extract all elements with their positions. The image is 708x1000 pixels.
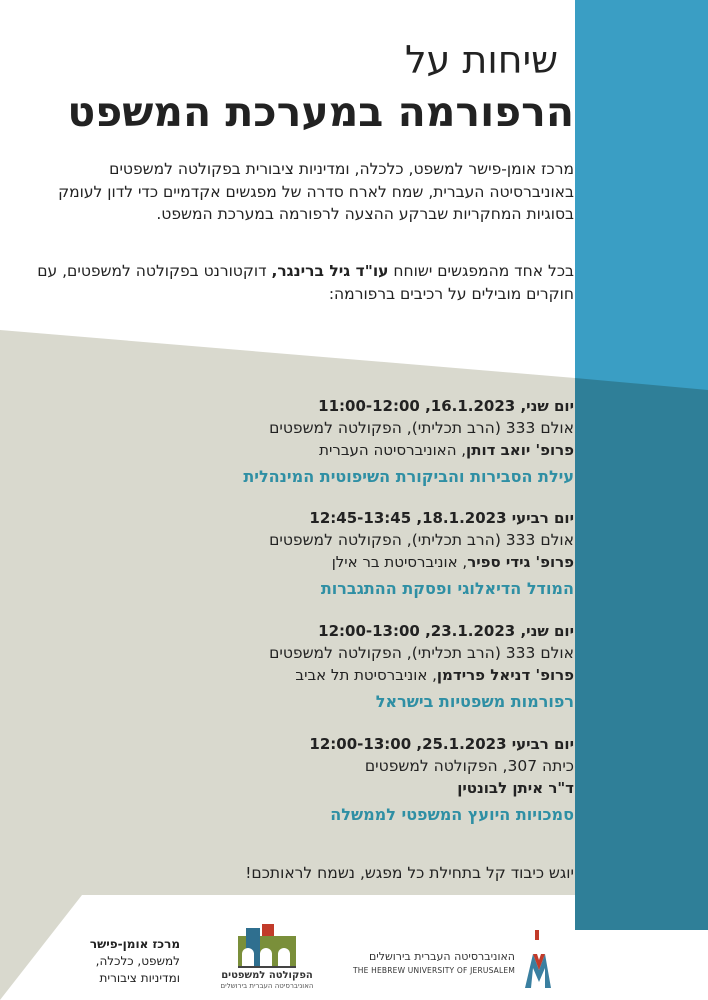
huji-hebrew-name: האוניברסיטה העברית בירושלים (368, 950, 515, 963)
faculty-building-icon (212, 922, 322, 970)
session-3 (54, 621, 574, 714)
blue-column-dark (575, 378, 708, 930)
title-line2: הרפורמה במערכת המשפט (67, 88, 574, 136)
faculty-sub: האוניברסיטה העברית בירושלים (220, 982, 314, 990)
faculty-logo (212, 922, 322, 992)
center-logo-line3: ומדיניות ציבורית (99, 971, 180, 985)
session-speaker-line (54, 551, 574, 573)
session-date: יום רביעי 18.1.2023, 12:45-13:45 (309, 509, 574, 527)
session-affiliation: , אוניברסיטת בר אילן (331, 553, 468, 571)
closing-note: יוגש כיבוד קל בתחילת כל מפגש, נשמח לראותכם! (245, 864, 574, 882)
session-location: כיתה 307, הפקולטה למשפטים (364, 757, 574, 775)
session-speaker: פרופ' יואב דותן (466, 441, 574, 459)
session-location: אולם 333 (הרב תכליתי), הפקולטה למשפטים (269, 531, 574, 549)
session-location: אולם 333 (הרב תכליתי), הפקולטה למשפטים (269, 644, 574, 662)
session-speaker-line (54, 439, 574, 461)
center-logo (60, 936, 180, 987)
session-date: יום שני, 16.1.2023, 11:00-12:00 (318, 397, 574, 415)
session-2 (54, 508, 574, 601)
session-1 (54, 396, 574, 489)
session-topic: עילת הסבירות והביקורת השיפוטית המינהלית (243, 467, 574, 486)
center-logo-name: מרכז אומן-פישר (89, 937, 180, 951)
huji-english-name: THE HEBREW UNIVERSITY OF JERUSALEM (352, 966, 515, 975)
host-name: עו"ד גיל ברינגר, (271, 262, 389, 280)
session-speaker-line (54, 664, 574, 686)
center-logo-line2: למשפט, כלכלה, (95, 954, 180, 968)
session-affiliation: , אוניברסיטת תל אביב (295, 666, 437, 684)
session-location: אולם 333 (הרב תכליתי), הפקולטה למשפטים (269, 419, 574, 437)
session-date: יום רביעי 25.1.2023, 12:00-13:00 (309, 735, 574, 753)
huji-logo (352, 928, 555, 994)
huji-emblem-icon (521, 928, 555, 994)
intro-paragraph-2 (34, 260, 574, 305)
faculty-name: הפקולטה למשפטים (221, 970, 313, 981)
session-speaker: ד"ר איתן לבונטין (457, 779, 574, 797)
session-4 (54, 734, 574, 827)
intro2-start: בכל אחד מהמפגשים ישוחח (388, 262, 574, 280)
title-line1: שיחות על (404, 38, 558, 82)
session-speaker-line (54, 777, 574, 799)
session-affiliation: , האוניברסיטה העברית (319, 441, 467, 459)
session-topic: רפורמות משפטיות בישראל (375, 692, 574, 711)
session-date: יום שני, 23.1.2023, 12:00-13:00 (318, 622, 574, 640)
intro2-end: דוקטורנט בפקולטה למשפטים, עם חוקרים מובילים על רכיבים ברפורמה: (37, 262, 574, 303)
session-speaker: פרופ' דניאל פרידמן (436, 666, 574, 684)
intro-paragraph: מרכז אומן-פישר למשפט, כלכלה, ומדיניות ציבורית בפקולטה למשפטים באוניברסיטה העברית, שמח לארח סדרה של מפגשים אקדמיים כדי לדון לעומק בסוגיות המחקריות שברקע ההצעה לרפורמה במערכת המשפט. (58, 160, 574, 223)
session-topic: המודל הדיאלוגי ופסקת ההתגברות (320, 579, 574, 598)
session-topic: סמכויות היועץ המשפטי לממשלה (330, 805, 574, 824)
session-speaker: פרופ' גידי ספיר (467, 553, 574, 571)
